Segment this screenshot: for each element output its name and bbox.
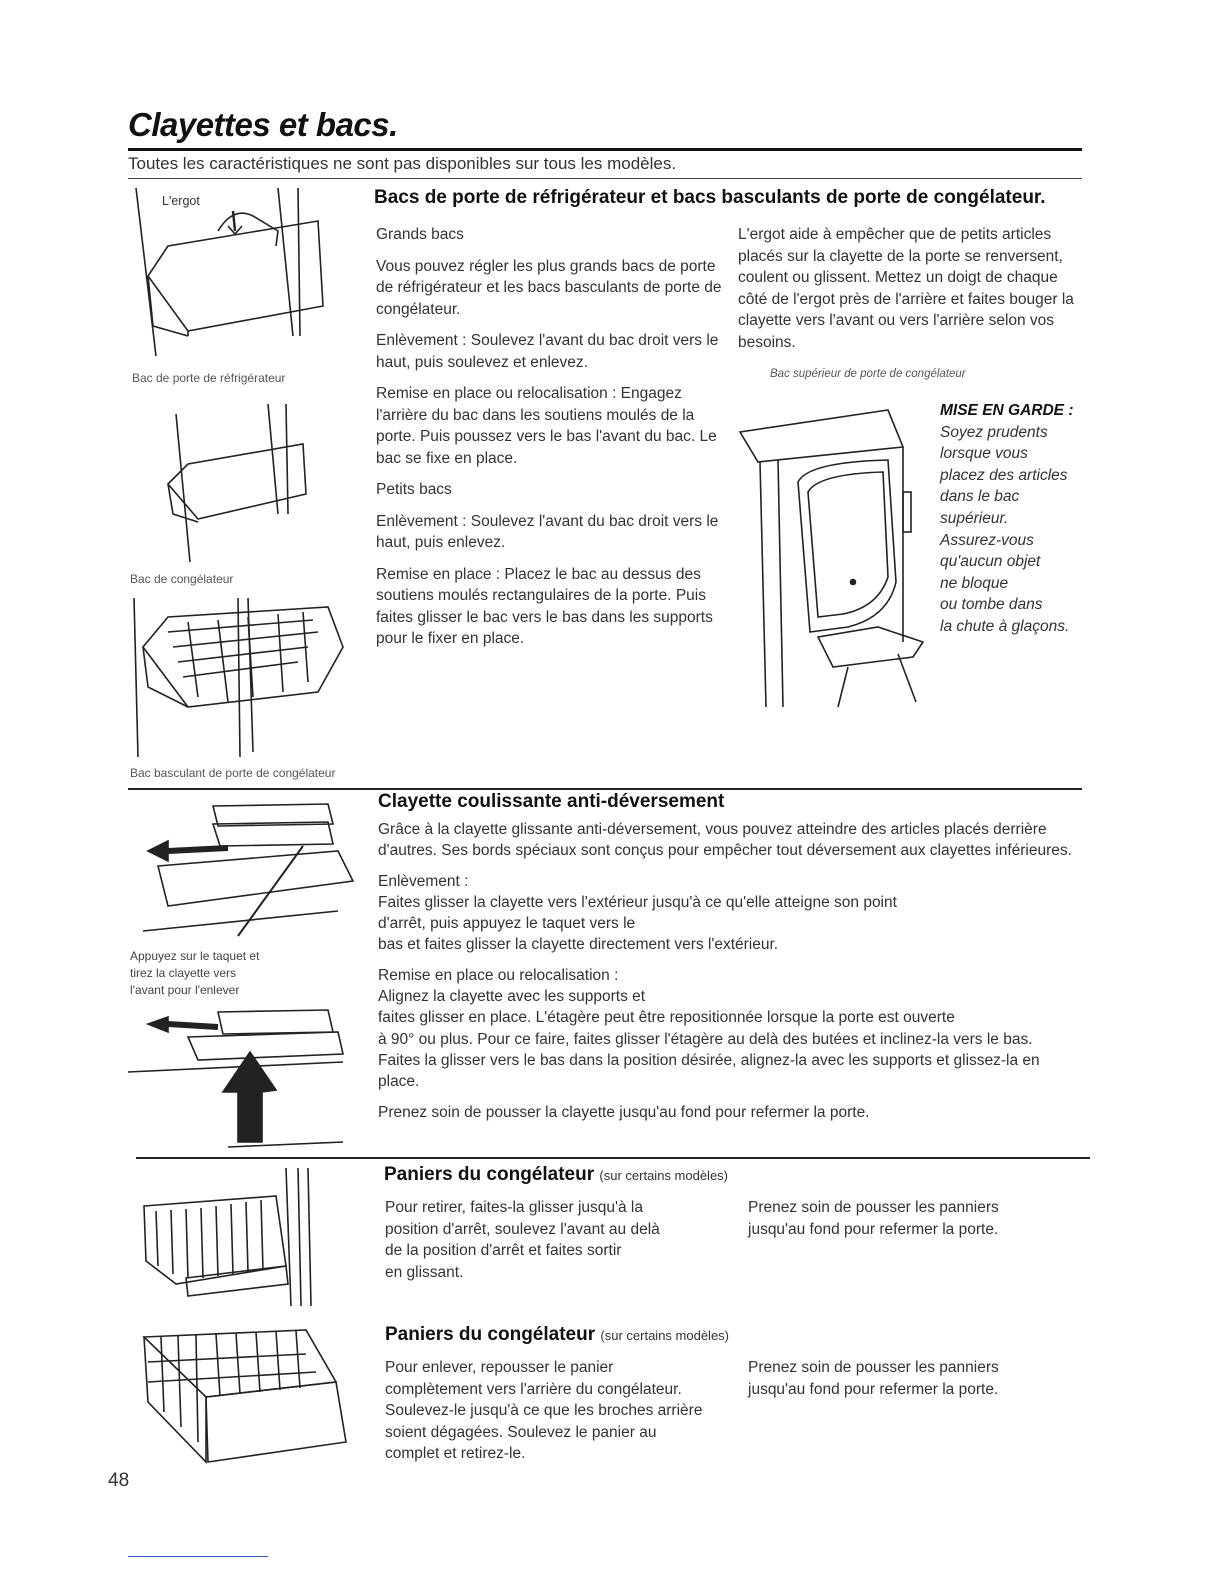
caution-line: qu'aucun objet [940, 553, 1041, 571]
baskets1-left-text [385, 1197, 735, 1283]
page-number: 48 [108, 1470, 130, 1491]
caution-line: supérieur. [940, 509, 1009, 527]
caution-title: MISE EN GARDE : [940, 402, 1074, 419]
fridge-door-bin-illustration [128, 186, 358, 366]
replace-line: Alignez la clayette avec les supports et [378, 988, 646, 1006]
caption-line: Appuyez sur le taquet et [130, 949, 260, 963]
title-rule [128, 148, 1082, 151]
caption-line: l'avant pour l'enlever [130, 983, 240, 997]
caution-line: ou tombe dans [940, 596, 1043, 614]
caption-tilt-bin: Bac basculant de porte de congélateur [130, 766, 336, 780]
caption-line: tirez la clayette vers [130, 966, 237, 980]
basket1-illustration [136, 1166, 356, 1311]
replace-line: à 90° ou plus. Pour ce faire, faites glisser l'étagère au delà des butées et inclinez-la vers le bas. [378, 1030, 1033, 1048]
text-line: jusqu'au fond pour refermer la porte. [748, 1380, 999, 1398]
removal-line: bas et faites glisser la clayette directement vers l'extérieur. [378, 936, 779, 954]
paragraph: Prenez soin de pousser la clayette jusqu'au fond pour refermer la porte. [378, 1103, 870, 1121]
text-line: soient dégagées. Soulevez le panier au [385, 1423, 657, 1441]
door-bins-col1 [376, 224, 722, 660]
text-line: position d'arrêt, soulevez l'avant au delà [385, 1220, 660, 1238]
baskets2-note: (sur certains modèles) [600, 1328, 730, 1343]
replace-title: Remise en place ou relocalisation : [378, 966, 619, 984]
baskets2-heading [385, 1324, 729, 1346]
text-line: de la position d'arrêt et faites sortir [385, 1242, 622, 1259]
replace-line: faites glisser en place. L'étagère peut être repositionnée lorsque la porte est ouverte [378, 1009, 955, 1027]
replace-line: place. [378, 1073, 420, 1091]
baskets2-right-text [748, 1357, 1088, 1400]
text-line: Prenez soin de pousser les panniers [748, 1359, 999, 1376]
caution-line: dans le bac [940, 488, 1020, 506]
text-line: Soulevez-le jusqu'à ce que les broches arrière [385, 1402, 703, 1419]
text-line: complet et retirez-le. [385, 1445, 526, 1462]
footer-line [128, 1556, 268, 1557]
caution-box [940, 400, 1090, 638]
page-title: Clayettes et bacs. [128, 106, 398, 143]
tilt-bin-illustration [128, 592, 358, 762]
upper-bin-illustration [738, 392, 938, 710]
paragraph: Remise en place ou relocalisation : Engagez l'arrière du bac dans les soutiens moulés de la porte. Puis poussez vers le bas l'avant du bac. Le bac se fixe en place. [376, 385, 717, 467]
baskets1-title: Paniers du congélateur [384, 1164, 595, 1185]
replace-line: Faites la glisser vers le bas dans la position désirée, alignez-la avec les supports et glissez-la en [378, 1051, 1040, 1069]
caption-upper-bin: Bac supérieur de porte de congélateur [770, 368, 966, 380]
shelf-remove-illustration [128, 796, 358, 946]
text-line: jusqu'au fond pour refermer la porte. [748, 1220, 999, 1238]
section-rule [136, 1157, 1090, 1159]
baskets1-heading [384, 1164, 728, 1186]
text-line: Prenez soin de pousser les panniers [748, 1199, 999, 1216]
paragraph: Enlèvement : Soulevez l'avant du bac droit vers le haut, puis enlevez. [376, 512, 719, 551]
paragraph: L'ergot aide à empêcher que de petits articles placés sur la clayette de la porte se renversent, coulent ou glissent. Mettez un doigt de chaque côté de l'ergot près de l'arrière et faites bouger la clayette vers l'avant ou vers l'arrière selon vos besoins. [738, 226, 1074, 351]
spill-shelf-text [378, 819, 1078, 1123]
ergot-label: L'ergot [162, 194, 200, 208]
removal-line: Faites glisser la clayette vers l'extérieur jusqu'à ce qu'elle atteigne son point [378, 893, 897, 911]
baskets1-right-text [748, 1197, 1088, 1240]
subtitle-rule [128, 178, 1082, 179]
paragraph: Vous pouvez régler les plus grands bacs de porte de réfrigérateur et les bacs basculants de porte de congélateur. [376, 257, 722, 318]
page-subtitle: Toutes les caractéristiques ne sont pas disponibles sur tous les modèles. [128, 154, 677, 173]
door-bins-heading: Bacs de porte de réfrigérateur et bacs basculants de porte de congélateur. [374, 187, 1046, 208]
caution-line: Soyez prudents [940, 423, 1048, 441]
paragraph: Enlèvement : Soulevez l'avant du bac droit vers le haut, puis soulevez et enlevez. [376, 332, 719, 371]
paragraph: Grands bacs [376, 226, 464, 243]
removal-line: d'arrêt, puis appuyez le taquet vers le [378, 915, 636, 933]
baskets2-title: Paniers du congélateur [385, 1324, 596, 1345]
door-bins-col2 [738, 224, 1083, 363]
paragraph: Remise en place : Placez le bac au dessus des soutiens moulés rectangulaires de la porte. Puis faites glisser le bac vers le bas dans les supports pour le fixer en place. [376, 565, 713, 647]
caption-fridge-bin: Bac de porte de réfrigérateur [132, 371, 286, 385]
text-line: complètement vers l'arrière du congélateur. [385, 1380, 682, 1398]
shelf-tilt-illustration [128, 1002, 358, 1152]
text-line: Pour retirer, faites-la glisser jusqu'à la [385, 1199, 643, 1216]
text-line: en glissant. [385, 1263, 464, 1281]
caution-line: ne bloque [940, 574, 1009, 592]
text-line: Pour enlever, repousser le panier [385, 1359, 614, 1376]
freezer-bin-illustration [128, 394, 358, 564]
shelf-caption [130, 948, 259, 999]
caution-line: placez des articles [940, 466, 1068, 484]
baskets2-left-text [385, 1357, 745, 1465]
paragraph: Grâce à la clayette glissante anti-déversement, vous pouvez atteindre des articles placés derrière d'autres. Ses bords spéciaux sont conçus pour empêcher tout déversement aux clayettes inférieures. [378, 821, 1072, 860]
removal-title: Enlèvement : [378, 872, 469, 890]
paragraph: Petits bacs [376, 481, 452, 498]
caution-line: lorsque vous [940, 445, 1028, 463]
baskets1-note: (sur certains modèles) [599, 1168, 729, 1183]
caution-line: Assurez-vous [940, 531, 1034, 549]
section-rule [128, 788, 1082, 790]
caution-line: la chute à glaçons. [940, 617, 1070, 635]
spill-shelf-heading: Clayette coulissante anti-déversement [378, 791, 725, 812]
caption-freezer-bin: Bac de congélateur [130, 572, 234, 586]
basket2-illustration [136, 1322, 361, 1472]
